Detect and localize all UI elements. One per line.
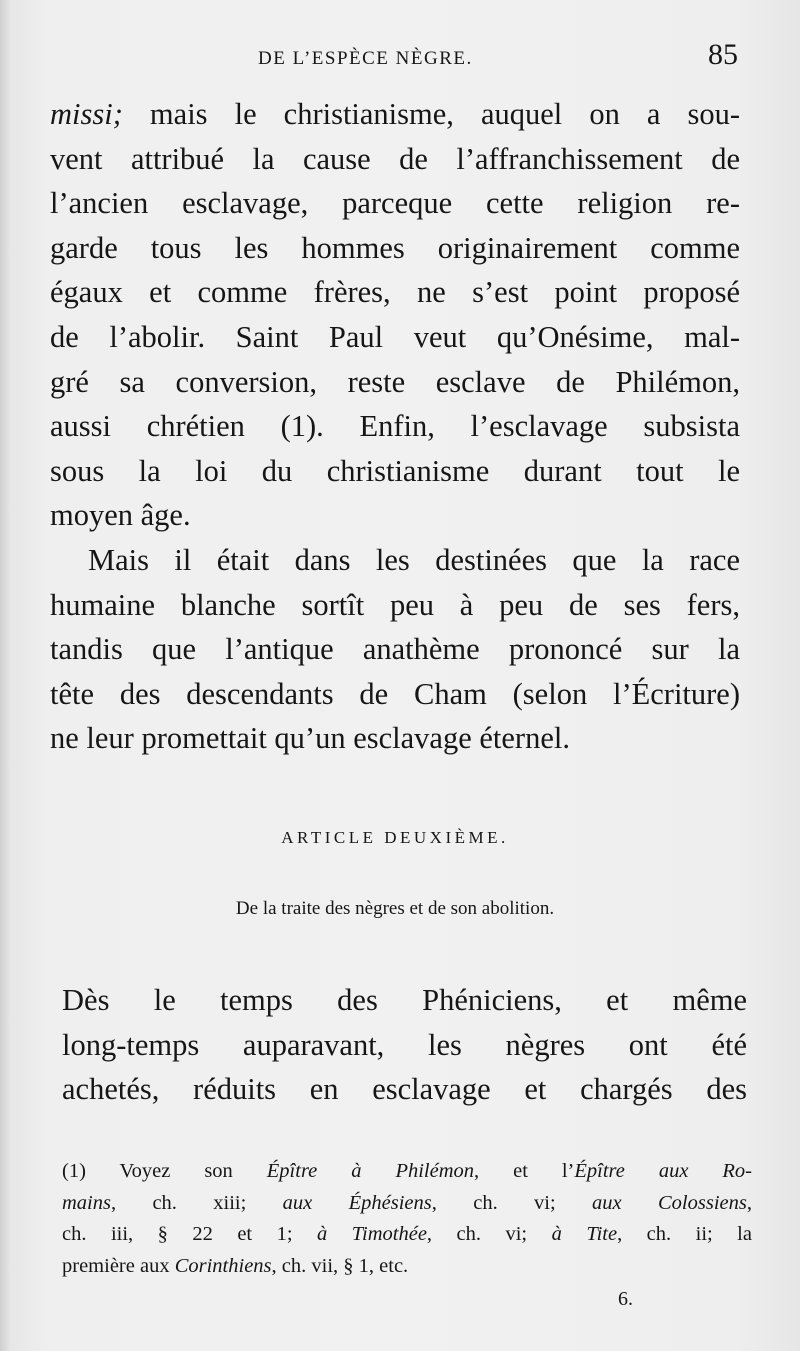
page-header <box>50 38 740 78</box>
section-subtitle: De la traite des nègres et de son abolition. <box>235 898 555 919</box>
text-line <box>50 92 740 137</box>
text-line: moyen âge. <box>50 498 191 533</box>
italic-word: missi; <box>50 97 123 131</box>
italic-title: Corinthiens <box>174 1254 272 1277</box>
footnote-line <box>62 1156 752 1188</box>
italic-title: Épître aux Ro- <box>574 1160 752 1182</box>
text-line: tête des descendants de Cham (selon l’Écriture) <box>50 676 740 711</box>
text-line: long-temps auparavant, les nègres ont été <box>62 1027 747 1062</box>
text-fragment: mais le christianisme, auquel on a sou- <box>122 97 740 131</box>
text-fragment: première aux <box>62 1254 175 1277</box>
text-line: Dès le temps des Phéniciens, et même <box>62 983 747 1017</box>
main-text <box>50 92 740 761</box>
text-line: humaine blanche sortît peu à peu de ses fers, <box>50 587 740 622</box>
text-line: vent attribué la cause de l’affranchissement de <box>50 141 740 176</box>
signature-mark: 6. <box>618 1288 633 1310</box>
text-line: ne leur promettait qu’un esclavage éternel. <box>50 721 570 756</box>
text-line: aussi chrétien (1). Enfin, l’esclavage subsista <box>50 409 740 444</box>
page-number: 85 <box>708 38 738 71</box>
italic-title: aux Colossiens <box>592 1191 747 1214</box>
text-fragment: ch. iii, § 22 et 1; <box>62 1223 318 1245</box>
section-text <box>62 978 747 1112</box>
text-fragment: , <box>746 1191 752 1214</box>
text-fragment: , ch. vii, § 1, etc. <box>271 1254 409 1277</box>
footnote <box>62 1156 752 1282</box>
footnote-line <box>62 1219 752 1251</box>
text-line: achetés, réduits en esclavage et chargés des <box>62 1072 747 1107</box>
page-edge-shadow <box>0 0 10 1351</box>
running-title: DE L’ESPÈCE NÈGRE. <box>258 48 473 69</box>
text-line: Mais il était dans les destinées que la race <box>88 542 740 577</box>
text-fragment: , ch. xiii; <box>110 1191 283 1214</box>
footnote-line <box>62 1251 752 1283</box>
italic-title: à Timothée <box>317 1223 427 1245</box>
text-fragment: (1) Voyez son <box>62 1160 267 1182</box>
text-line: tandis que l’antique anathème prononcé sur la <box>50 632 740 667</box>
text-line: gré sa conversion, reste esclave de Philémon, <box>50 364 740 399</box>
text-fragment: , ch. vi; <box>426 1223 552 1245</box>
footnote-line <box>62 1188 752 1220</box>
text-line: égaux et comme frères, ne s’est point proposé <box>50 275 740 310</box>
italic-title: mains <box>62 1191 111 1214</box>
text-fragment: , ch. vi; <box>431 1191 593 1214</box>
text-fragment: , ch. ii; la <box>617 1223 752 1245</box>
text-line: l’ancien esclavage, parceque cette religion re- <box>50 186 740 221</box>
italic-title: aux Éphésiens <box>282 1191 432 1214</box>
text-line: garde tous les hommes originairement comme <box>50 230 740 265</box>
text-fragment: , et l’ <box>474 1160 575 1182</box>
text-line: sous la loi du christianisme durant tout le <box>50 453 740 488</box>
article-heading: ARTICLE DEUXIÈME. <box>281 828 509 847</box>
text-line: de l’abolir. Saint Paul veut qu’Onésime, mal- <box>50 319 740 354</box>
italic-title: à Tite <box>551 1223 618 1245</box>
italic-title: Épître à Philémon <box>266 1160 475 1182</box>
